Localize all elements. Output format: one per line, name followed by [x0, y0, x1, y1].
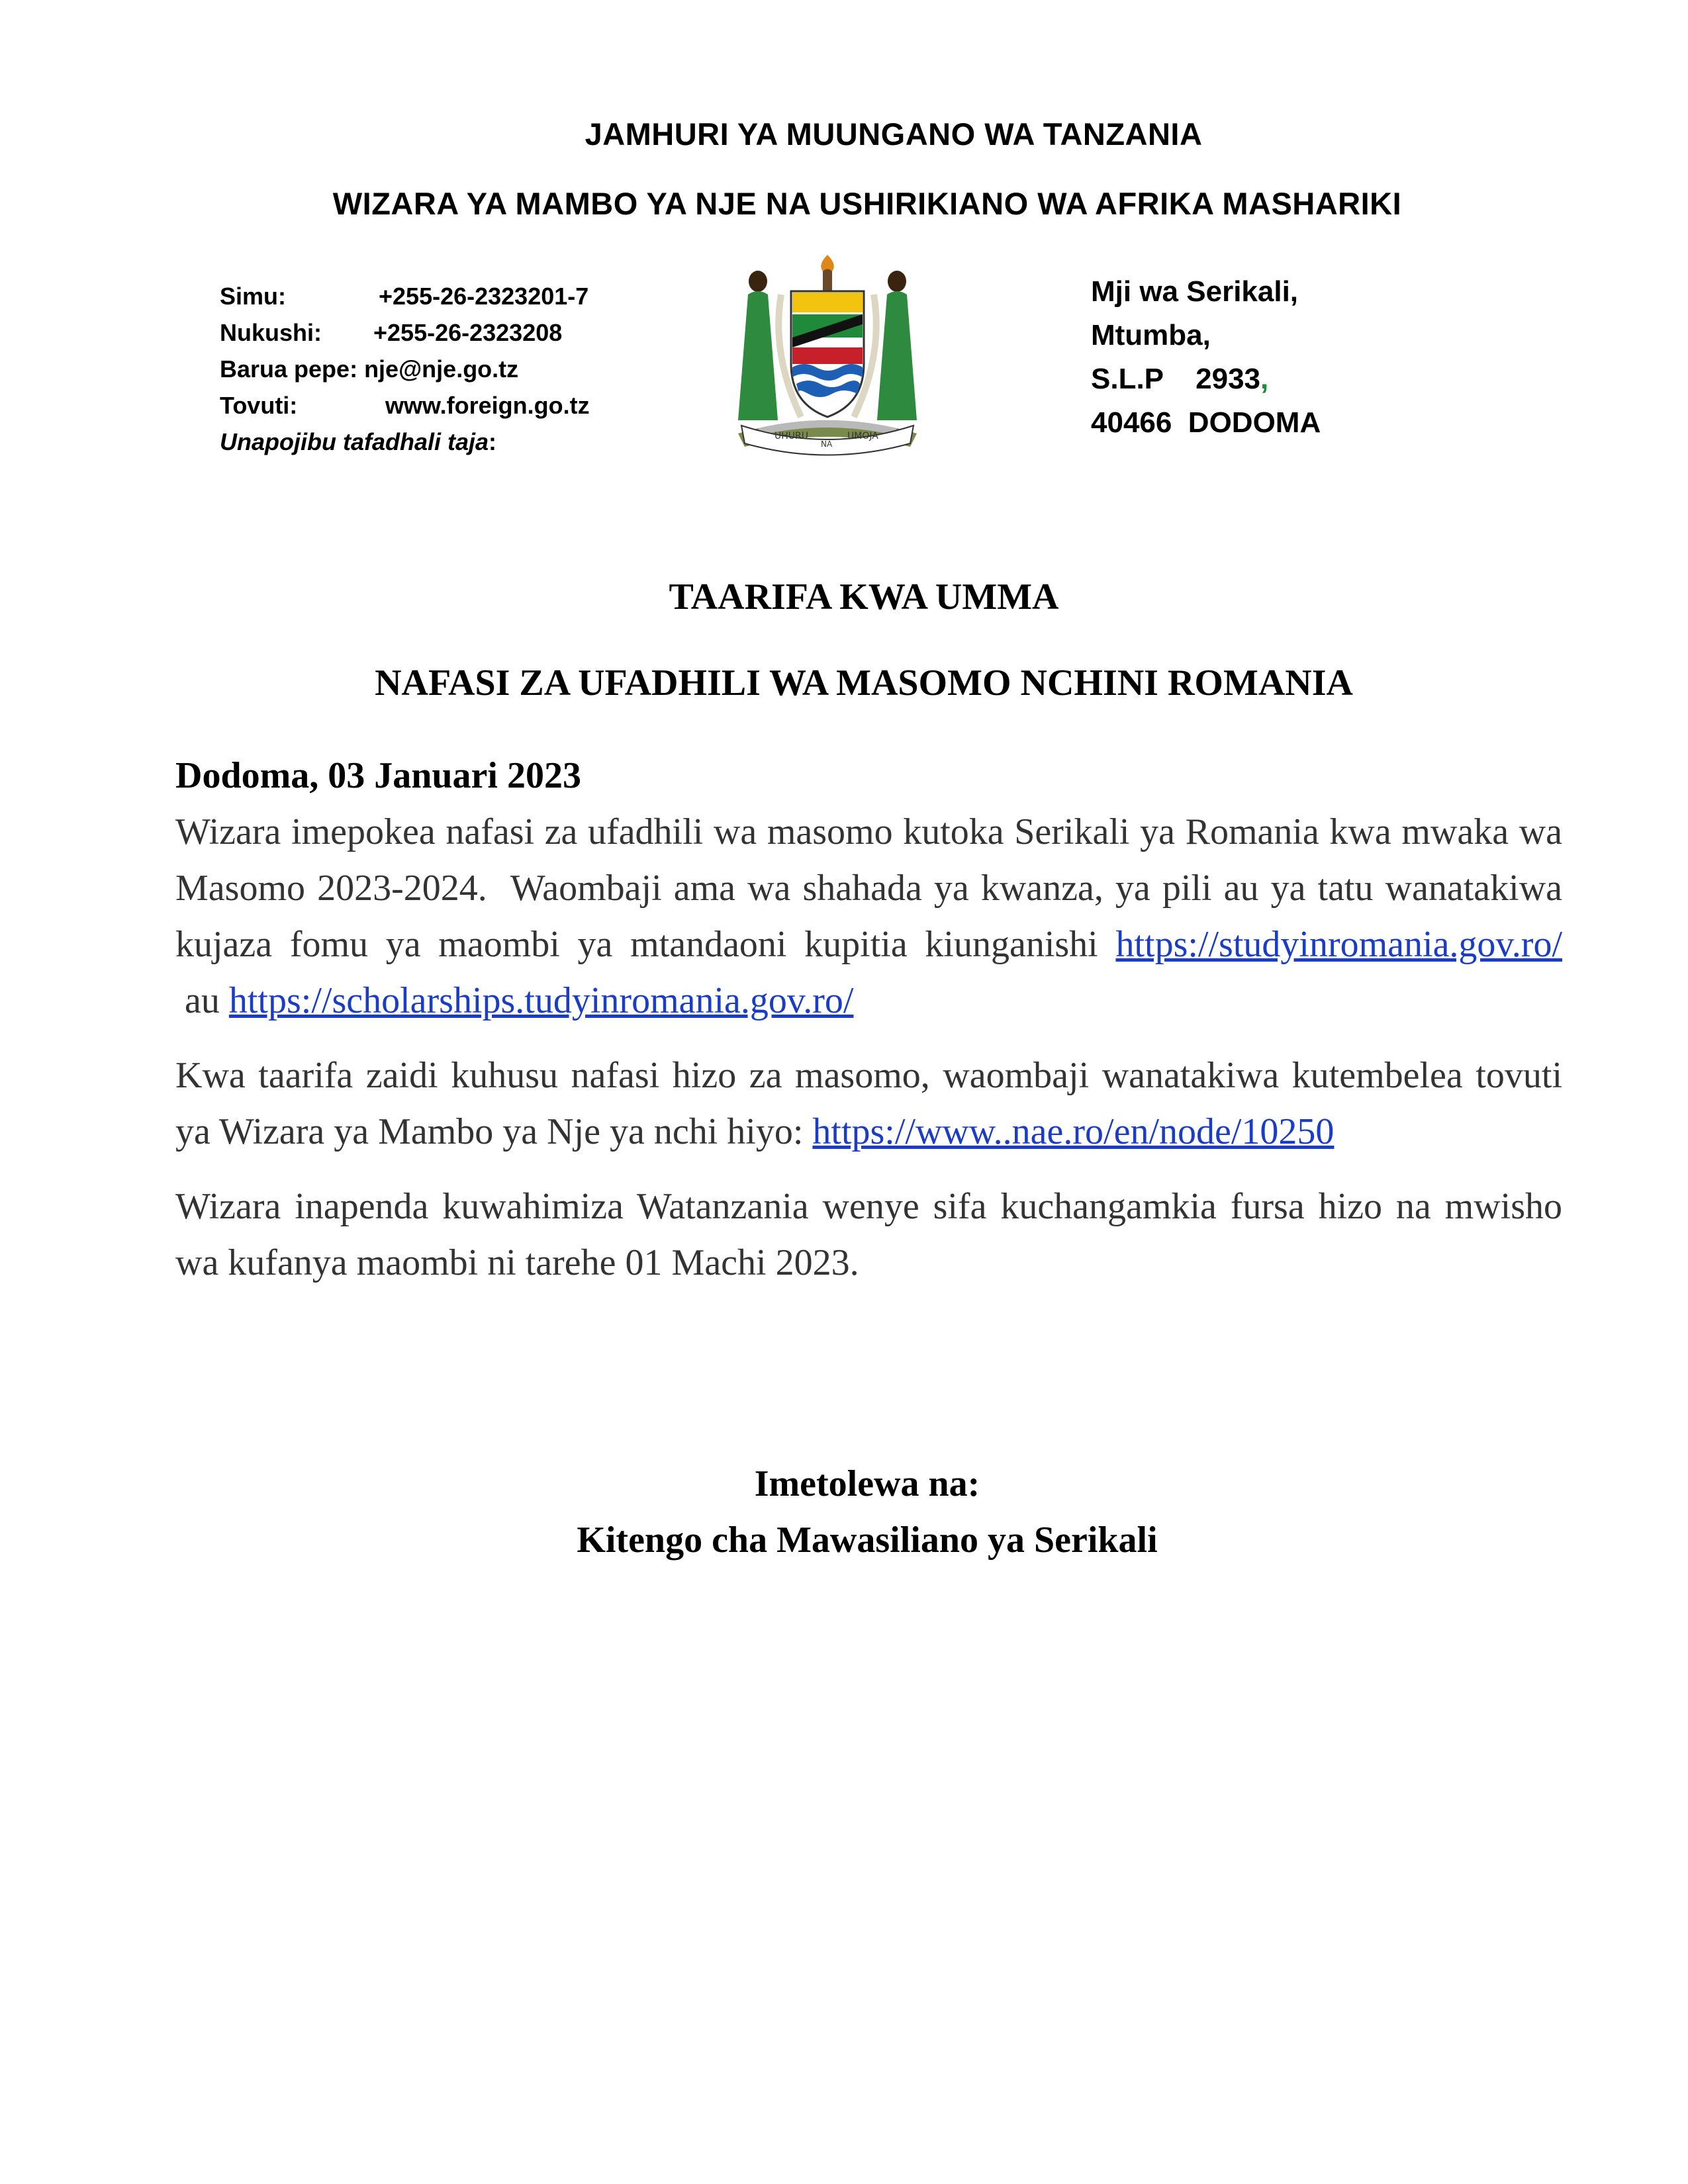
contact-block: [220, 278, 590, 460]
address-line-1: Mji wa Serikali,: [1091, 275, 1299, 308]
notice-title: TAARIFA KWA UMMA: [669, 576, 1059, 617]
coat-of-arms-icon: [712, 255, 943, 460]
studyinromania-link[interactable]: https://studyinromania.gov.ro/: [1115, 924, 1562, 965]
issuer-line-1: Imetolewa na:: [754, 1463, 980, 1504]
mae-node-link[interactable]: https://www..nae.ro/en/node/10250: [812, 1111, 1335, 1152]
phone-label: Simu:: [220, 283, 287, 310]
contact-fax: [220, 314, 590, 351]
scholarships-link[interactable]: https://scholarships.tudyinromania.gov.ro/: [228, 980, 854, 1021]
motto-right: UMOJA: [847, 431, 878, 441]
coat-of-arms-emblem: [712, 255, 943, 460]
dateline: Dodoma, 03 Januari 2023: [175, 755, 581, 796]
motto-center: NA: [821, 439, 833, 449]
header-ministry: WIZARA YA MAMBO YA NJE NA USHIRIKIANO WA AFRIKA MASHARIKI: [332, 186, 1402, 221]
email-value: nje@nje.go.tz: [364, 355, 519, 383]
web-label: Tovuti:: [220, 392, 298, 419]
notice-body: [175, 748, 1571, 1291]
notice-subtitle: NAFASI ZA UFADHILI WA MASOMO NCHINI ROMANIA: [375, 662, 1353, 704]
paragraph-3: Wizara inapenda kuwahimiza Watanzania wenye sifa kuchangamkia fursa hizo na mwisho wa kufanya maombi ni tarehe 01 Machi 2023.: [175, 1186, 1562, 1283]
issuer-line-2: Kitengo cha Mawasiliano ya Serikali: [577, 1520, 1158, 1561]
fax-label: Nukushi:: [220, 319, 322, 346]
paragraph-2-text: Kwa taarifa zaidi kuhusu nafasi hizo za masomo, waombaji wanatakiwa kutembelea tovuti ya Wizara ya Mambo ya Nje ya nchi hiyo:: [175, 1055, 1562, 1152]
paragraph-2: [175, 1048, 1562, 1160]
paragraph-1-text: Wizara imepokea nafasi za ufadhili wa masomo kutoka Serikali ya Romania kwa mwaka wa Masomo 2023-2024. Waombaji ama wa shahada ya kwanza, ya pili au ya tatu wanatakiwa kujaza fomu ya maombi ya mtandaoni kupitia kiunganishi: [175, 811, 1571, 965]
contact-web: [220, 387, 590, 424]
reference-colon: :: [489, 428, 497, 455]
paragraph-1-joiner: au: [175, 980, 229, 1021]
contact-phone: [220, 278, 590, 314]
motto-left: UHURU: [774, 431, 808, 441]
paragraph-1: [175, 804, 1571, 1029]
header-republic: JAMHURI YA MUUNGANO WA TANZANIA: [585, 116, 1203, 152]
contact-reference: [220, 424, 590, 460]
address-line-3: [1091, 357, 1321, 401]
po-box-comma: ,: [1260, 363, 1269, 395]
reference-label: Unapojibu tafadhali taja: [220, 428, 489, 455]
web-value: www.foreign.go.tz: [385, 392, 590, 419]
fax-value: +255-26-2323208: [373, 319, 563, 346]
address-line-4: 40466 DODOMA: [1091, 406, 1321, 439]
po-box: S.L.P 2933: [1091, 363, 1261, 395]
contact-email: [220, 351, 590, 387]
address-block: [1091, 270, 1321, 445]
email-label: Barua pepe:: [220, 355, 358, 383]
phone-value: +255-26-2323201-7: [379, 283, 589, 310]
issuer-block: [0, 1456, 1688, 1569]
address-line-2: Mtumba,: [1091, 319, 1211, 351]
